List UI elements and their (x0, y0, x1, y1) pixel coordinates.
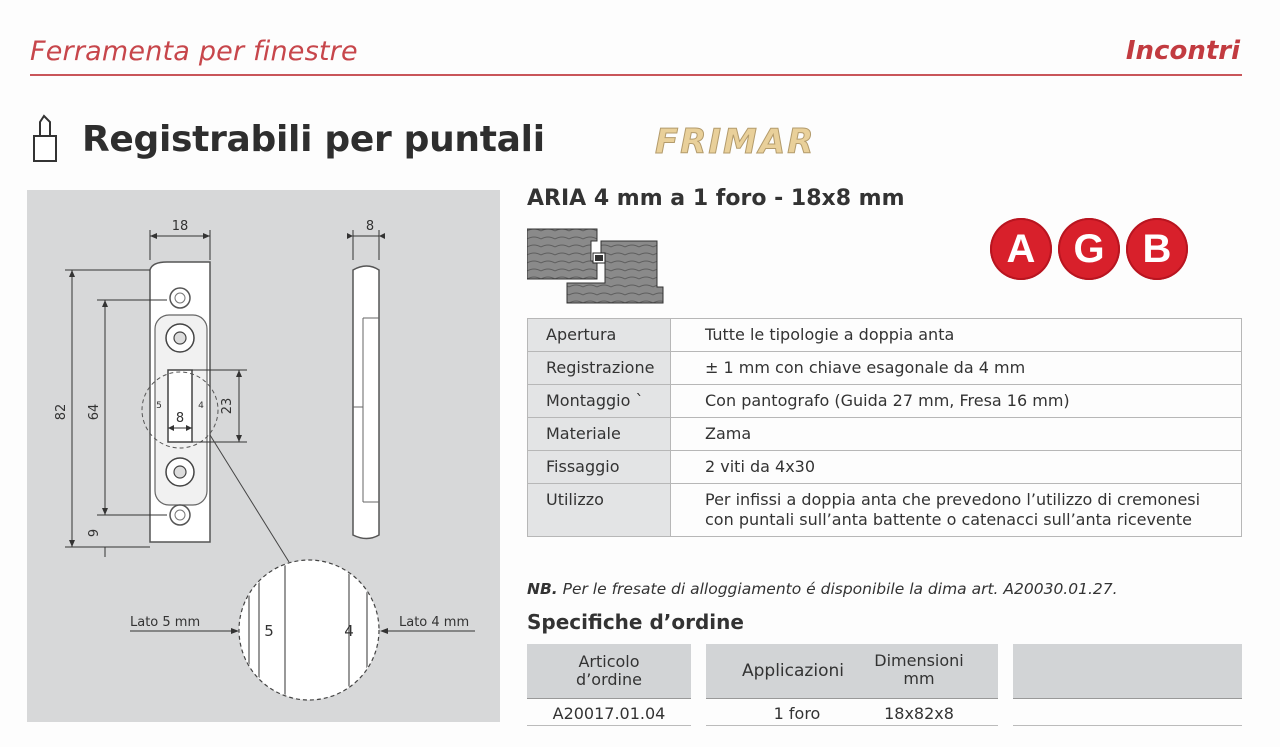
order-header-applications: Applicazioni (742, 661, 844, 681)
spec-value: ± 1 mm con chiave esagonale da 4 mm (671, 352, 1242, 385)
page-title: Registrabili per puntali (82, 119, 545, 160)
spec-value: Per infissi a doppia anta che prevedono l’utilizzo di cremonesi con puntali sull’anta battente o catenacci sull’anta ricevente (671, 484, 1242, 537)
order-divider (527, 698, 691, 699)
dim-width-label: 18 (171, 219, 189, 234)
dim-bottom-label: 9 (87, 528, 102, 538)
order-header-article (527, 644, 691, 698)
order-header-group (706, 644, 998, 698)
frame-profile-illustration (527, 227, 667, 305)
table-row (528, 385, 1242, 418)
category-title: Incontri (1125, 36, 1240, 66)
order-applications-value: 1 foro (773, 704, 821, 723)
table-row (528, 484, 1242, 537)
dim-depth-label: 8 (365, 219, 375, 234)
section-title: Ferramenta per finestre (30, 36, 358, 67)
order-article-value: A20017.01.04 (552, 704, 666, 723)
agb-letter-b: B (1126, 218, 1188, 280)
zoom-right-label: 4 (344, 622, 354, 640)
spec-value: Con pantografo (Guida 27 mm, Fresa 16 mm) (671, 385, 1242, 418)
order-header-extra (1013, 644, 1242, 698)
spec-label: Montaggio ` (528, 385, 671, 418)
note-text: Per le fresate di alloggiamento é disponibile la dima art. A20030.01.27. (557, 580, 1118, 598)
spec-label: Fissaggio (528, 451, 671, 484)
spec-label: Utilizzo (528, 484, 671, 537)
spec-value: 2 viti da 4x30 (671, 451, 1242, 484)
header-divider (30, 74, 1242, 76)
product-subtitle: ARIA 4 mm a 1 foro - 18x8 mm (527, 186, 905, 211)
order-bottom-line (1013, 725, 1242, 726)
lato-left-label: Lato 5 mm (130, 615, 201, 630)
note-prefix: NB. (527, 580, 558, 598)
order-bottom-line (706, 725, 998, 726)
agb-logo (990, 218, 1188, 280)
dim-slot-label: 23 (220, 397, 235, 415)
spec-value: Zama (671, 418, 1242, 451)
spec-label: Materiale (528, 418, 671, 451)
agb-letter-g: G (1058, 218, 1120, 280)
specs-table (527, 318, 1242, 537)
strike-plate-icon (30, 114, 60, 164)
order-divider (1013, 698, 1242, 699)
order-title: Specifiche d’ordine (527, 610, 744, 634)
order-header-article-label: Articolo d’ordine (576, 652, 642, 689)
lato-right-label: Lato 4 mm (399, 615, 470, 630)
spec-label: Apertura (528, 319, 671, 352)
order-bottom-line (527, 725, 691, 726)
order-header-dimensions: Dimensioni mm (874, 651, 964, 688)
technical-drawing (27, 190, 500, 722)
note (527, 580, 1118, 598)
spec-value: Tutte le tipologie a doppia anta (671, 319, 1242, 352)
spec-label: Registrazione (528, 352, 671, 385)
dim-height-total-label: 82 (54, 403, 69, 421)
agb-letter-a: A (990, 218, 1052, 280)
table-row (528, 352, 1242, 385)
order-dimensions-value: 18x82x8 (884, 704, 954, 723)
frimar-watermark: FRIMAR (655, 122, 816, 162)
table-row (528, 451, 1242, 484)
zoom-left-label: 5 (264, 622, 274, 640)
side-right-small-label: 4 (198, 401, 204, 411)
dim-slot-width-label: 8 (175, 411, 185, 426)
dim-hole-spacing-label: 64 (87, 403, 102, 421)
table-row (528, 418, 1242, 451)
order-divider (706, 698, 998, 699)
side-left-small-label: 5 (156, 401, 162, 411)
table-row (528, 319, 1242, 352)
